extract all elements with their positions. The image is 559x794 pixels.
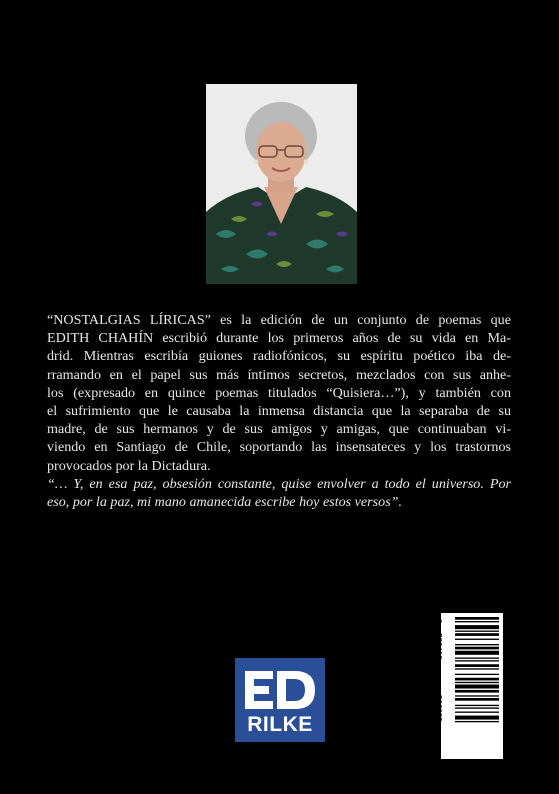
barcode-bar: [455, 617, 499, 620]
barcode-bar: [455, 631, 499, 632]
barcode-bar: [455, 705, 499, 706]
barcode-bar: [455, 690, 499, 693]
barcode-bar: [455, 721, 499, 722]
quote-line: “… Y, en esa paz, obsesión constante, quise envolver a todo el universo. Por: [47, 475, 511, 492]
barcode-digit-group: 9: [434, 619, 443, 624]
barcode-bar: [455, 621, 499, 622]
publisher-logo: [235, 658, 325, 742]
barcode-bar: [455, 712, 499, 713]
barcode-bar: [455, 639, 499, 640]
barcode-bar: [455, 633, 499, 636]
quote-line: eso, por la paz, mi mano amanecida escribe hoy estos versos”.: [47, 494, 403, 511]
barcode-bar: [455, 695, 499, 696]
synopsis-line: drid. Mientras escribía guiones radiofónicos, su espíritu poético iba de-: [47, 348, 511, 365]
barcode-bar: [455, 658, 499, 659]
barcode-bar: [455, 668, 499, 669]
barcode-digit-group: 788418: [434, 633, 443, 660]
barcode-bar: [455, 651, 499, 655]
synopsis-line: “NOSTALGIAS LÍRICAS” es la edición de un conjunto de poemas que: [47, 312, 511, 328]
poem-quote: [47, 475, 511, 511]
synopsis-line: madre, de sus hermanos y de sus amigos y amigas, que continuaban vi-: [47, 421, 511, 438]
barcode-bar: [455, 625, 499, 629]
barcode-digits: [434, 617, 455, 755]
barcode-bars: [455, 617, 499, 755]
barcode-bar: [455, 647, 499, 650]
isbn-barcode: [434, 613, 503, 759]
barcode-bar: [455, 644, 499, 645]
author-photo: [206, 84, 357, 284]
synopsis-line: rramando en el papel sus más íntimos secretos, mezclados con sus anhe-: [47, 366, 511, 383]
synopsis-line: viendo en Santiago de Chile, soportando las insensateces y los trastornos: [47, 439, 511, 456]
barcode-bar: [455, 685, 499, 689]
synopsis-line: EDITH CHAHÍN escribió durante los primeros años de su vida en Ma-: [47, 330, 511, 347]
publisher-name: RILKE: [247, 713, 313, 736]
barcode-digit-group: 566035: [434, 695, 443, 722]
back-cover-blurb: [47, 311, 511, 511]
barcode-bar: [455, 716, 499, 720]
ed-logo-mark: [235, 670, 325, 710]
barcode-bar: [455, 660, 499, 661]
barcode-bar: [455, 678, 499, 681]
barcode-bar: [455, 664, 499, 667]
barcode-bar: [455, 674, 499, 675]
synopsis-line: los (expresado en quince poemas titulados “Quisiera…”), y también con: [47, 384, 511, 401]
synopsis-line: provocados por la Dictadura.: [47, 457, 211, 474]
barcode-bar: [455, 698, 499, 701]
synopsis-line: el sufrimiento que le causaba la inmensa distancia que la separaba de su: [47, 403, 511, 420]
barcode-bar: [455, 682, 499, 683]
barcode-bar: [455, 707, 499, 708]
synopsis-paragraph: [47, 311, 511, 475]
